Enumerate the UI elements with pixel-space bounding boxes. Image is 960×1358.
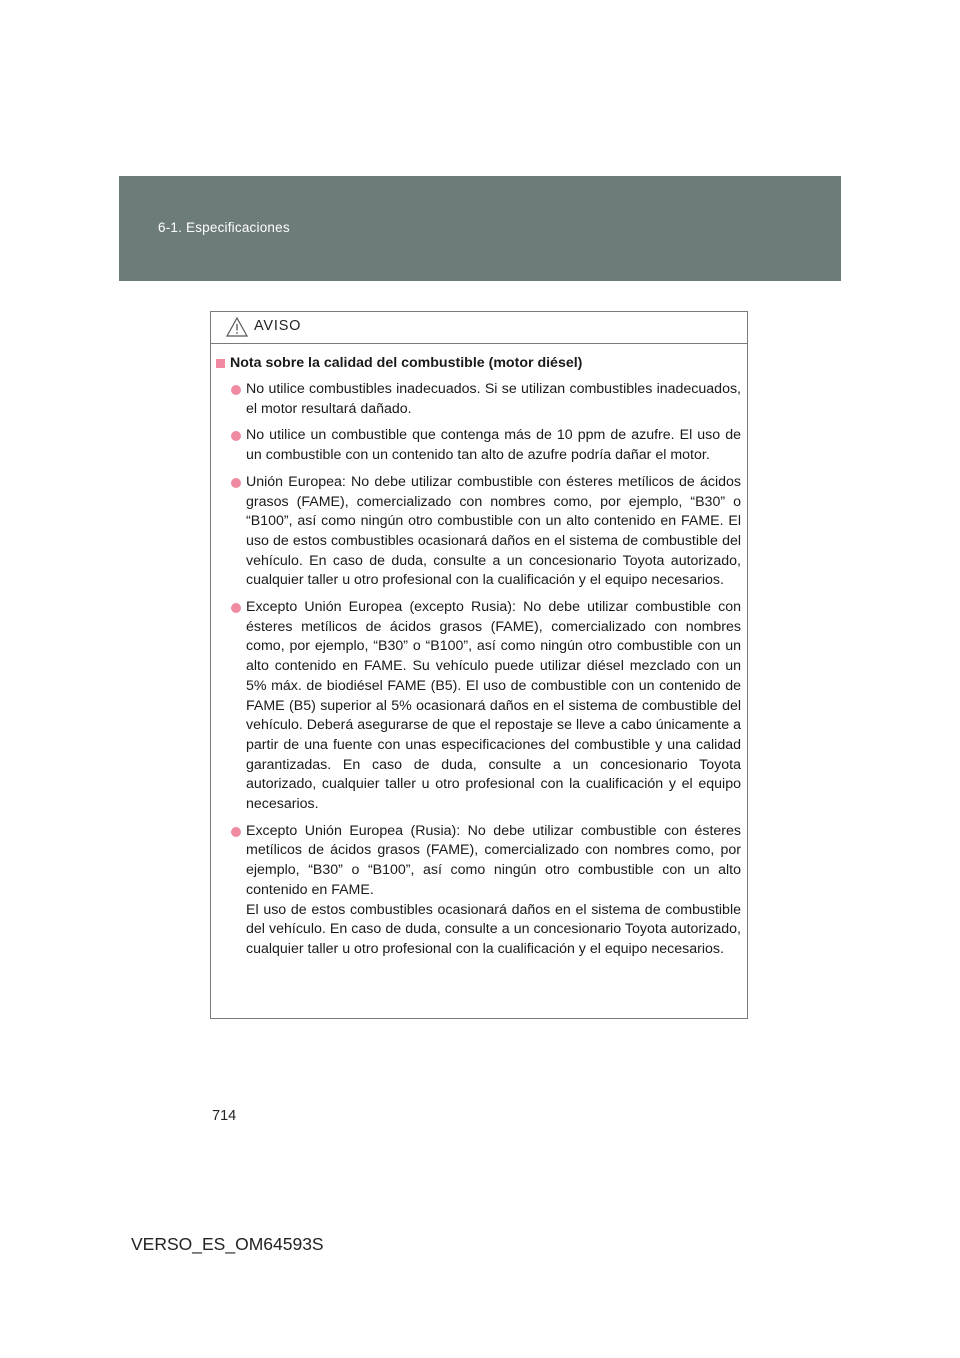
warning-title: AVISO [254,318,302,334]
warning-heading [216,354,741,373]
warning-header [211,312,747,344]
warning-triangle-icon [226,317,248,337]
section-title: 6-1. Especificaciones [158,220,290,235]
bullet-dot-icon [231,385,241,395]
warning-box [210,311,748,1019]
bullet-dot-icon [231,603,241,613]
header-band [119,176,841,281]
bullet-dot-icon [231,478,241,488]
bullet-dot-icon [231,827,241,837]
list-item-text: Excepto Unión Europea (Rusia): No debe utilizar combustible con ésteres metílicos de ácidos grasos (FAME), comercializado con nombres como, por ejemplo, “B30” o “B100”, así como ningún otro combustible con un alto contenido en FAME. El uso de estos combustibles ocasionará daños en el sistema de combustible del vehículo. En caso de duda, consulte a un concesionario Toyota autorizado, cualquier taller u otro profesional con la cualificación y el equipo necesarios. [246,822,741,957]
page-number: 714 [212,1108,237,1124]
list-item [216,473,741,591]
list-item-text: No utilice un combustible que contenga más de 10 ppm de azufre. El uso de un combustible con un contenido tan alto de azufre podría dañar el motor. [246,427,741,464]
list-item-text: No utilice combustibles inadecuados. Si se utilizan combustibles inadecuados, el motor resultará dañado. [246,381,741,417]
list-item [216,380,741,419]
warning-body [211,344,747,960]
list-item [216,822,741,960]
square-bullet-icon [216,359,225,368]
warning-heading-text: Nota sobre la calidad del combustible (motor diésel) [230,355,583,371]
bullet-dot-icon [231,431,241,441]
list-item-text: Unión Europea: No debe utilizar combustible con ésteres metílicos de ácidos grasos (FAME), comercializado con nombres como, por ejemplo, “B30” o “B100”, así como ningún otro combustible con un alto contenido en FAME. El uso de estos combustibles ocasionará daños en el sistema de combustible del vehículo. En caso de duda, consulte a un concesionario Toyota autorizado, cualquier taller u otro profesional con la cualificación y el equipo necesarios. [246,473,741,589]
list-item [216,598,741,815]
document-code: VERSO_ES_OM64593S [131,1234,324,1254]
list-item [216,426,741,465]
list-item-text: Excepto Unión Europea (excepto Rusia): No debe utilizar combustible con ésteres metílicos de ácidos grasos (FAME), comercializado con nombres como, por ejemplo, “B30” o “B100”, así como ningún otro combustible con un alto contenido en FAME. Su vehículo puede utilizar diésel mezclado con un 5% máx. de biodiésel FAME (B5). El uso de combustible con un contenido de FAME (B5) superior al 5% ocasionará daños en el sistema de combustible del vehículo. Deberá asegurarse de que el repostaje se lleve a cabo únicamente a partir de una fuente con unas especificaciones del combustible y una calidad garantizadas. En caso de duda, consulte a un concesionario Toyota autorizado, cualquier taller u otro profesional con la cualificación y el equipo necesarios. [246,599,741,813]
